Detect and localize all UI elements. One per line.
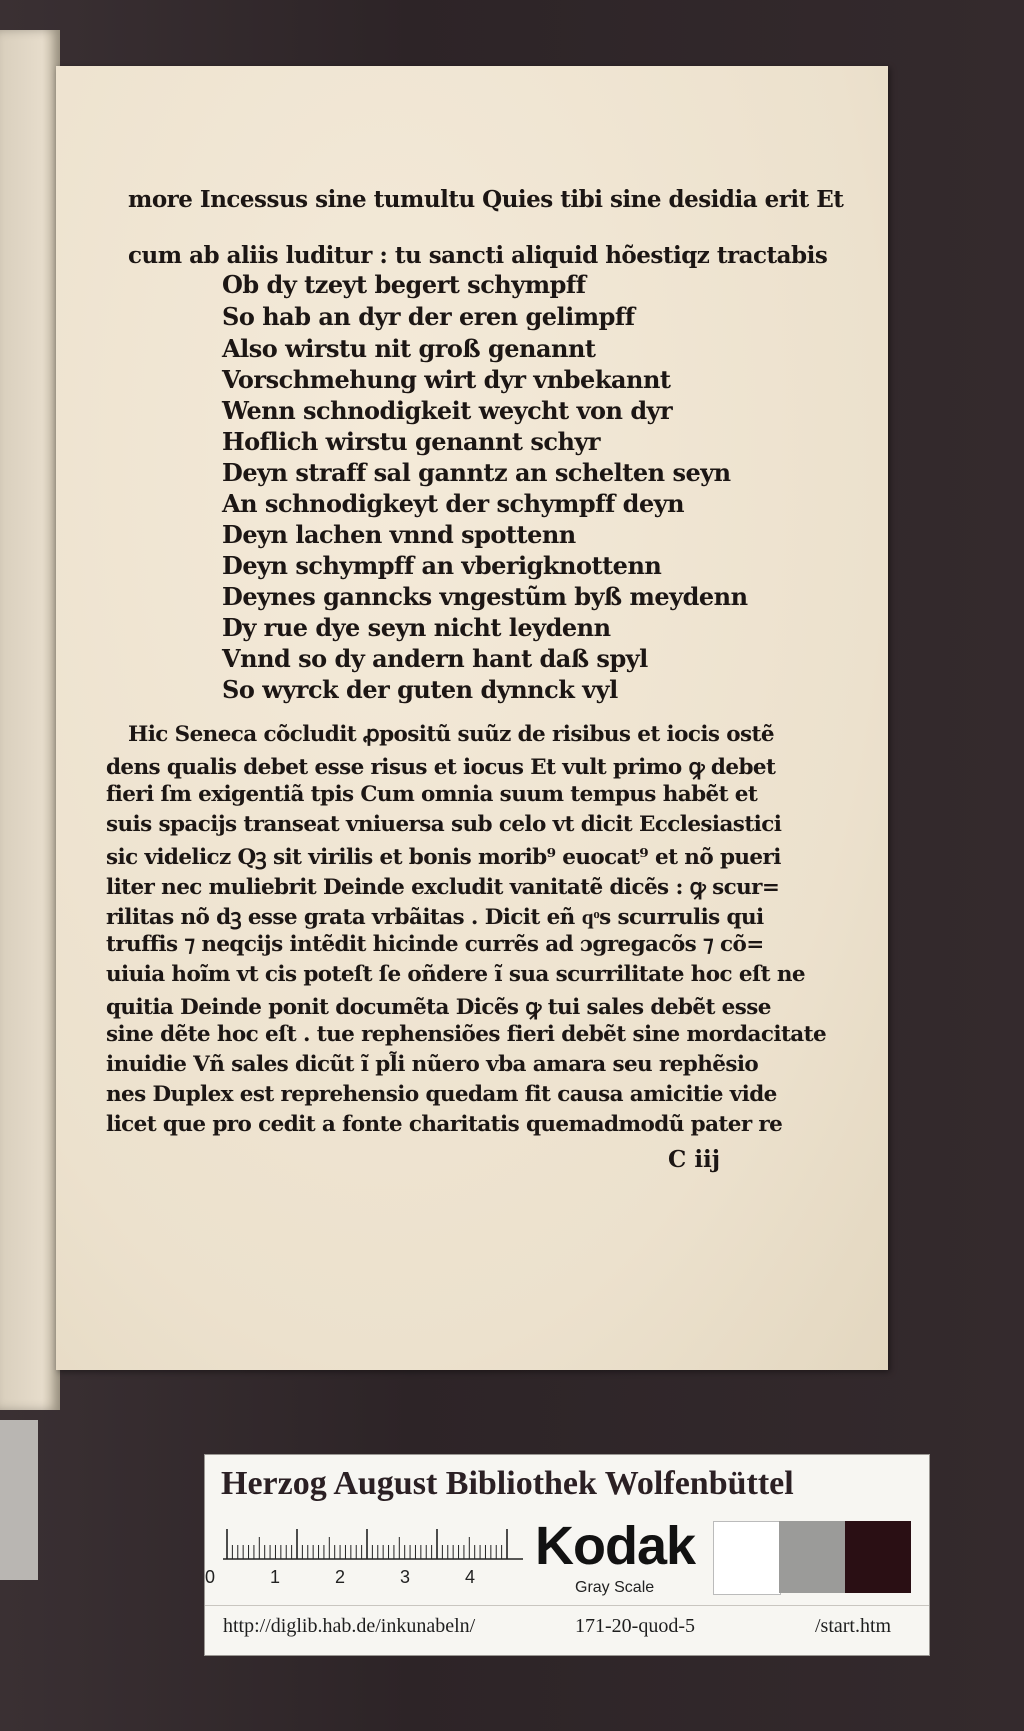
- facing-page-edge: [0, 30, 60, 1410]
- start-page-path: /start.htm: [815, 1615, 892, 1637]
- ruler-number: 2: [335, 1567, 346, 1587]
- commentary-line: truffis ⁊ neqcijs intẽdit hicinde currẽs ad ɔgregacõs ⁊ cõ=: [106, 932, 764, 957]
- gray-swatch: [779, 1521, 845, 1593]
- verse-line: Deyn schympff an vberigknottenn: [222, 551, 662, 580]
- ruler-scale: [223, 1521, 523, 1561]
- white-swatch: [713, 1521, 781, 1595]
- commentary-line: nes Duplex est reprehensio quedam fit causa amicitie vide: [106, 1082, 777, 1107]
- signature-mark: C iij: [668, 1146, 721, 1173]
- library-url: http://diglib.hab.de/inkunabeln/: [223, 1615, 476, 1637]
- ruler-number: 0: [205, 1567, 216, 1587]
- commentary-line: inuidie Vñ sales dicũt ĩ pl̃i nũero vba amara seu rephẽsio: [106, 1052, 759, 1077]
- color-calibration-card: [204, 1454, 930, 1656]
- top-line: more Incessus sine tumultu Quies tibi sine desidia erit Et: [128, 186, 844, 213]
- commentary-line: quitia Deinde ponit documẽta Dicẽs ꝙ tui sales debẽt esse: [106, 995, 771, 1020]
- gray-scale-label: Gray Scale: [575, 1579, 655, 1596]
- card-divider: [205, 1605, 929, 1606]
- shelfmark: 171-20-quod-5: [575, 1615, 695, 1637]
- verse-line: Hoflich wirstu genannt schyr: [222, 427, 601, 456]
- commentary-line: sine dẽte hoc eſt . tue rephensiões fieri debẽt sine mordacitate: [106, 1022, 827, 1047]
- commentary-line: rilitas nõ dꝫ esse grata vrbãitas . Dicit eñ qͦs scurrulis qui: [106, 905, 764, 930]
- verse-line: Wenn schnodigkeit weycht von dyr: [222, 396, 673, 425]
- verse-line: Dy rue dye seyn nicht leydenn: [222, 613, 611, 642]
- commentary-line: sic videlicz Qꝫ sit virilis et bonis morib⁹ euocat⁹ et nõ pueri: [106, 845, 781, 870]
- verse-line: So hab an dyr der eren gelimpff: [222, 302, 635, 331]
- book-page: [56, 66, 888, 1370]
- verse-line: Vorschmehung wirt dyr vnbekannt: [222, 365, 671, 394]
- commentary-line: Hic Seneca cõcludit ꝓpositũ suũz de risibus et iocis ostẽ: [128, 722, 774, 747]
- verse-line: Deyn straff sal ganntz an schelten seyn: [222, 458, 731, 487]
- verse-line: Also wirstu nit groß genannt: [222, 334, 596, 363]
- verse-line: Deynes ganncks vngestũm byß meydenn: [222, 582, 748, 611]
- kodak-logo: Kodak: [535, 1516, 696, 1576]
- verse-line: An schnodigkeyt der schympff deyn: [222, 489, 685, 518]
- ruler-number: 4: [465, 1567, 476, 1587]
- ruler-number: 3: [400, 1567, 411, 1587]
- commentary-line: fieri ſm exigentiã tpis Cum omnia suum tempus habẽt et: [106, 782, 758, 807]
- verse-line: Deyn lachen vnnd spottenn: [222, 520, 576, 549]
- latin-intro-line: cum ab aliis luditur : tu sancti aliquid hõestiqz tractabis: [128, 242, 828, 269]
- book-edge: [0, 1420, 38, 1580]
- commentary-line: uiuia hoĩm vt cis poteſt ſe oñdere ĩ sua scurrilitate hoc eſt ne: [106, 962, 805, 987]
- verse-line: Ob dy tzeyt begert schympff: [222, 270, 586, 299]
- ruler-number: 1: [270, 1567, 281, 1587]
- commentary-line: licet que pro cedit a fonte charitatis quemadmodũ pater re: [106, 1112, 783, 1137]
- verse-line: So wyrck der guten dynnck vyl: [222, 675, 618, 704]
- commentary-line: dens qualis debet esse risus et iocus Et vult primo ꝙ debet: [106, 755, 776, 780]
- commentary-line: suis spacijs transeat vniuersa sub celo vt dicit Ecclesiastici: [106, 812, 782, 837]
- library-title: Herzog August Bibliothek Wolfenbüttel: [221, 1465, 794, 1502]
- dark-swatch: [845, 1521, 911, 1593]
- commentary-line: liter nec muliebrit Deinde excludit vanitatẽ dicẽs : ꝙ scur=: [106, 875, 780, 900]
- verse-line: Vnnd so dy andern hant daß spyl: [222, 644, 648, 673]
